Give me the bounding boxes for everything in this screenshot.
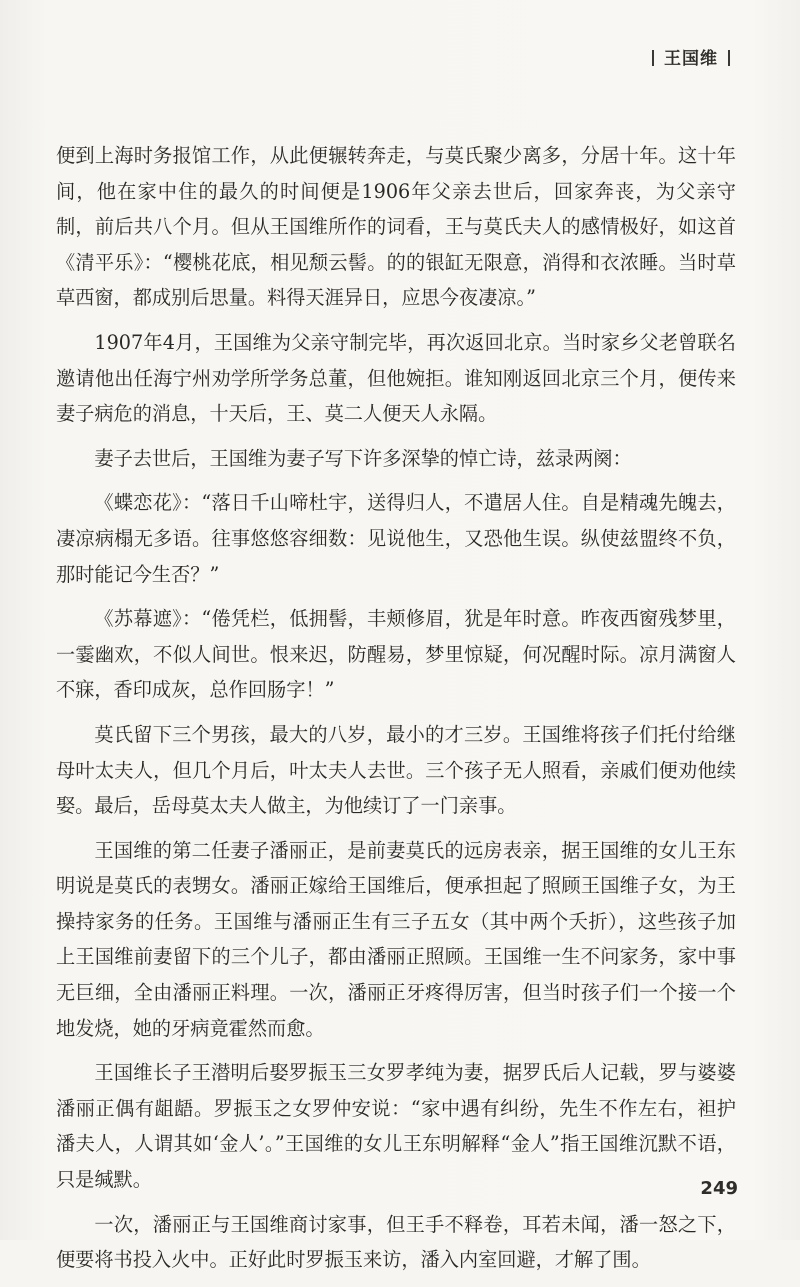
- paragraph: 妻子去世后，王国维为妻子写下许多深挚的悼亡诗，兹录两阕：: [94, 446, 632, 470]
- paragraph: 1907年4月，王国维为父亲守制完毕，再次返回北京。当时家乡父老曾联名邀请他出任海宁州劝学所学务总董，但他婉拒。谁知刚返回北京三个月，便传来妻子病危的消息，十天后，王、莫二人便天人永隔。: [56, 330, 736, 426]
- body-text: [56, 138, 736, 1287]
- paragraph: 王国维的第二任妻子潘丽正，是前妻莫氏的远房表亲，据王国维的女儿王东明说是莫氏的表甥女。潘丽正嫁给王国维后，便承担起了照顾王国维子女，为王操持家务的任务。王国维与潘丽正生有三子五女（其中两个夭折），这些孩子加上王国维前妻留下的三个儿子，都由潘丽正照顾。王国维一生不问家务，家中事无巨细，全由潘丽正料理。一次，潘丽正牙疼得厉害，但当时孩子们一个接一个地发烧，她的牙病竟霍然而愈。: [56, 838, 736, 1040]
- header-divider-right: [728, 50, 730, 66]
- header-divider-left: [652, 50, 654, 66]
- paragraph: 便到上海时务报馆工作，从此便辗转奔走，与莫氏聚少离多，分居十年。这十年间，他在家中住的最久的时间便是1906年父亲去世后，回家奔丧，为父亲守制，前后共八个月。但从王国维所作的词看，王与莫氏夫人的感情极好，如这首《清平乐》：“樱桃花底，相见颓云髻。的的银缸无限意，消得和衣浓睡。当时草草西窗，都成别后思量。料得天涯异日，应思今夜凄凉。”: [56, 144, 736, 310]
- paragraph: 一次，潘丽正与王国维商讨家事，但王手不释卷，耳若未闻，潘一怒之下，便要将书投入火中。正好此时罗振玉来访，潘入内室回避，才解了围。: [56, 1212, 736, 1272]
- page-number: 249: [700, 1178, 738, 1199]
- running-header: [642, 44, 740, 69]
- paragraph: 《苏幕遮》：“倦凭栏，低拥髻，丰颊修眉，犹是年时意。昨夜西窗残梦里，一霎幽欢，不似人间世。恨来迟，防醒易，梦里惊疑，何况醒时际。凉月满窗人不寐，香印成灰，总作回肠字！”: [56, 607, 736, 702]
- paragraph: 《蝶恋花》：“落日千山啼杜宇，送得归人，不遣居人住。自是精魂先魄去，凄凉病榻无多语。往事悠悠容细数：见说他生，又恐他生误。纵使兹盟终不负，那时能记今生否？”: [56, 491, 736, 586]
- paragraph: 王国维长子王潜明后娶罗振玉三女罗孝纯为妻，据罗氏后人记载，罗与婆婆潘丽正偶有龃龉。罗振玉之女罗仲安说：“家中遇有纠纷，先生不作左右，袒护潘夫人，人谓其如‘金人’。”王国维的女儿王东明解释“金人”指王国维沉默不语，只是缄默。: [56, 1061, 736, 1192]
- header-title: 王国维: [664, 49, 718, 69]
- paragraph: 莫氏留下三个男孩，最大的八岁，最小的才三岁。王国维将孩子们托付给继母叶太夫人，但几个月后，叶太夫人去世。三个孩子无人照看，亲戚们便劝他续娶。最后，岳母莫太夫人做主，为他续订了一门亲事。: [56, 722, 736, 818]
